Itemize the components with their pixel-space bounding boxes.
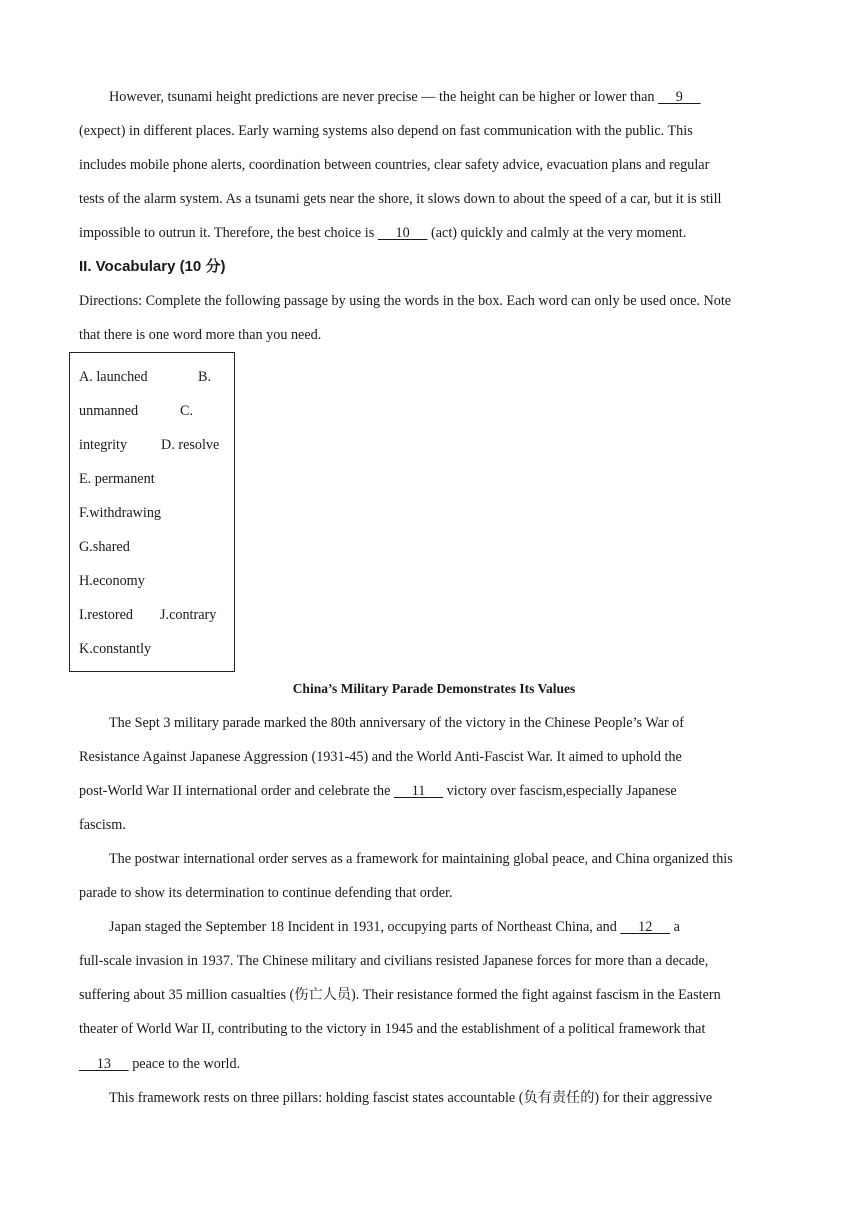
word-option: H.economy (79, 573, 145, 589)
text-line (109, 917, 680, 937)
text-span: peace to the world. (128, 1056, 241, 1072)
text-line (79, 1054, 240, 1074)
text-span: However, tsunami height predictions are never precise — the height can be higher or lower than (109, 89, 659, 105)
text-span: post-World War II international order and celebrate the (79, 783, 394, 799)
word-option: A. launched (79, 369, 148, 385)
blank-13[interactable]: 13 (79, 1056, 129, 1072)
text-line: The Sept 3 military parade marked the 80th anniversary of the victory in the Chinese People’s War of (109, 715, 684, 731)
text-line: Resistance Against Japanese Aggression (1931-45) and the World Anti-Fascist War. It aimed to uphold the (79, 749, 682, 765)
text-span: Japan staged the September 18 Incident in 1931, occupying parts of Northeast China, and (109, 919, 621, 935)
text-span: impossible to outrun it. Therefore, the best choice is (79, 225, 378, 241)
blank-12[interactable]: 12 (620, 919, 671, 935)
word-option: C. (180, 403, 194, 419)
word-option: E. permanent (79, 471, 155, 487)
text-line: The postwar international order serves as a framework for maintaining global peace, and China organized this (109, 851, 733, 867)
text-line: theater of World War II, contributing to the victory in 1945 and the establishment of a political framework that (79, 1021, 706, 1037)
section-heading: II. Vocabulary (10 分) (79, 258, 226, 275)
word-option: D. resolve (161, 437, 220, 453)
blank-11[interactable]: 11 (393, 783, 444, 799)
word-option: K.constantly (79, 641, 152, 657)
directions-line: Directions: Complete the following passage by using the words in the box. Each word can only be used once. Note (79, 293, 732, 309)
blank-9[interactable]: 9 (658, 89, 701, 105)
word-option: F.withdrawing (79, 505, 162, 521)
text-line: suffering about 35 million casualties (伤亡人员). Their resistance formed the fight against fascism in the Eastern (79, 987, 721, 1003)
text-line: tests of the alarm system. As a tsunami gets near the shore, it slows down to about the speed of a car, but it is still (79, 191, 722, 207)
text-line: full-scale invasion in 1937. The Chinese military and civilians resisted Japanese forces for more than a decade, (79, 953, 709, 969)
word-option: unmanned (79, 403, 139, 419)
text-span: a (670, 919, 680, 935)
text-line (109, 87, 701, 107)
text-line: fascism. (79, 817, 126, 833)
text-line: (expect) in different places. Early warning systems also depend on fast communication with the public. This (79, 123, 693, 139)
word-option: G.shared (79, 539, 130, 555)
text-line (79, 223, 686, 243)
directions-line: that there is one word more than you need. (79, 327, 322, 343)
word-option: I.restored (79, 607, 133, 623)
text-line (79, 781, 677, 801)
blank-10[interactable]: 10 (377, 225, 428, 241)
passage-title: China’s Military Parade Demonstrates Its Values (292, 681, 576, 696)
text-span: victory over fascism,especially Japanese (443, 783, 677, 799)
word-box (69, 352, 235, 672)
text-line: This framework rests on three pillars: holding fascist states accountable (负有责任的) for their aggressive (109, 1090, 713, 1106)
word-option: integrity (79, 437, 128, 453)
text-line: parade to show its determination to continue defending that order. (79, 885, 453, 901)
text-line: includes mobile phone alerts, coordination between countries, clear safety advice, evacuation plans and regular (79, 157, 710, 173)
word-option: B. (198, 369, 212, 385)
text-span: (act) quickly and calmly at the very moment. (427, 225, 687, 241)
word-option: J.contrary (160, 607, 217, 623)
